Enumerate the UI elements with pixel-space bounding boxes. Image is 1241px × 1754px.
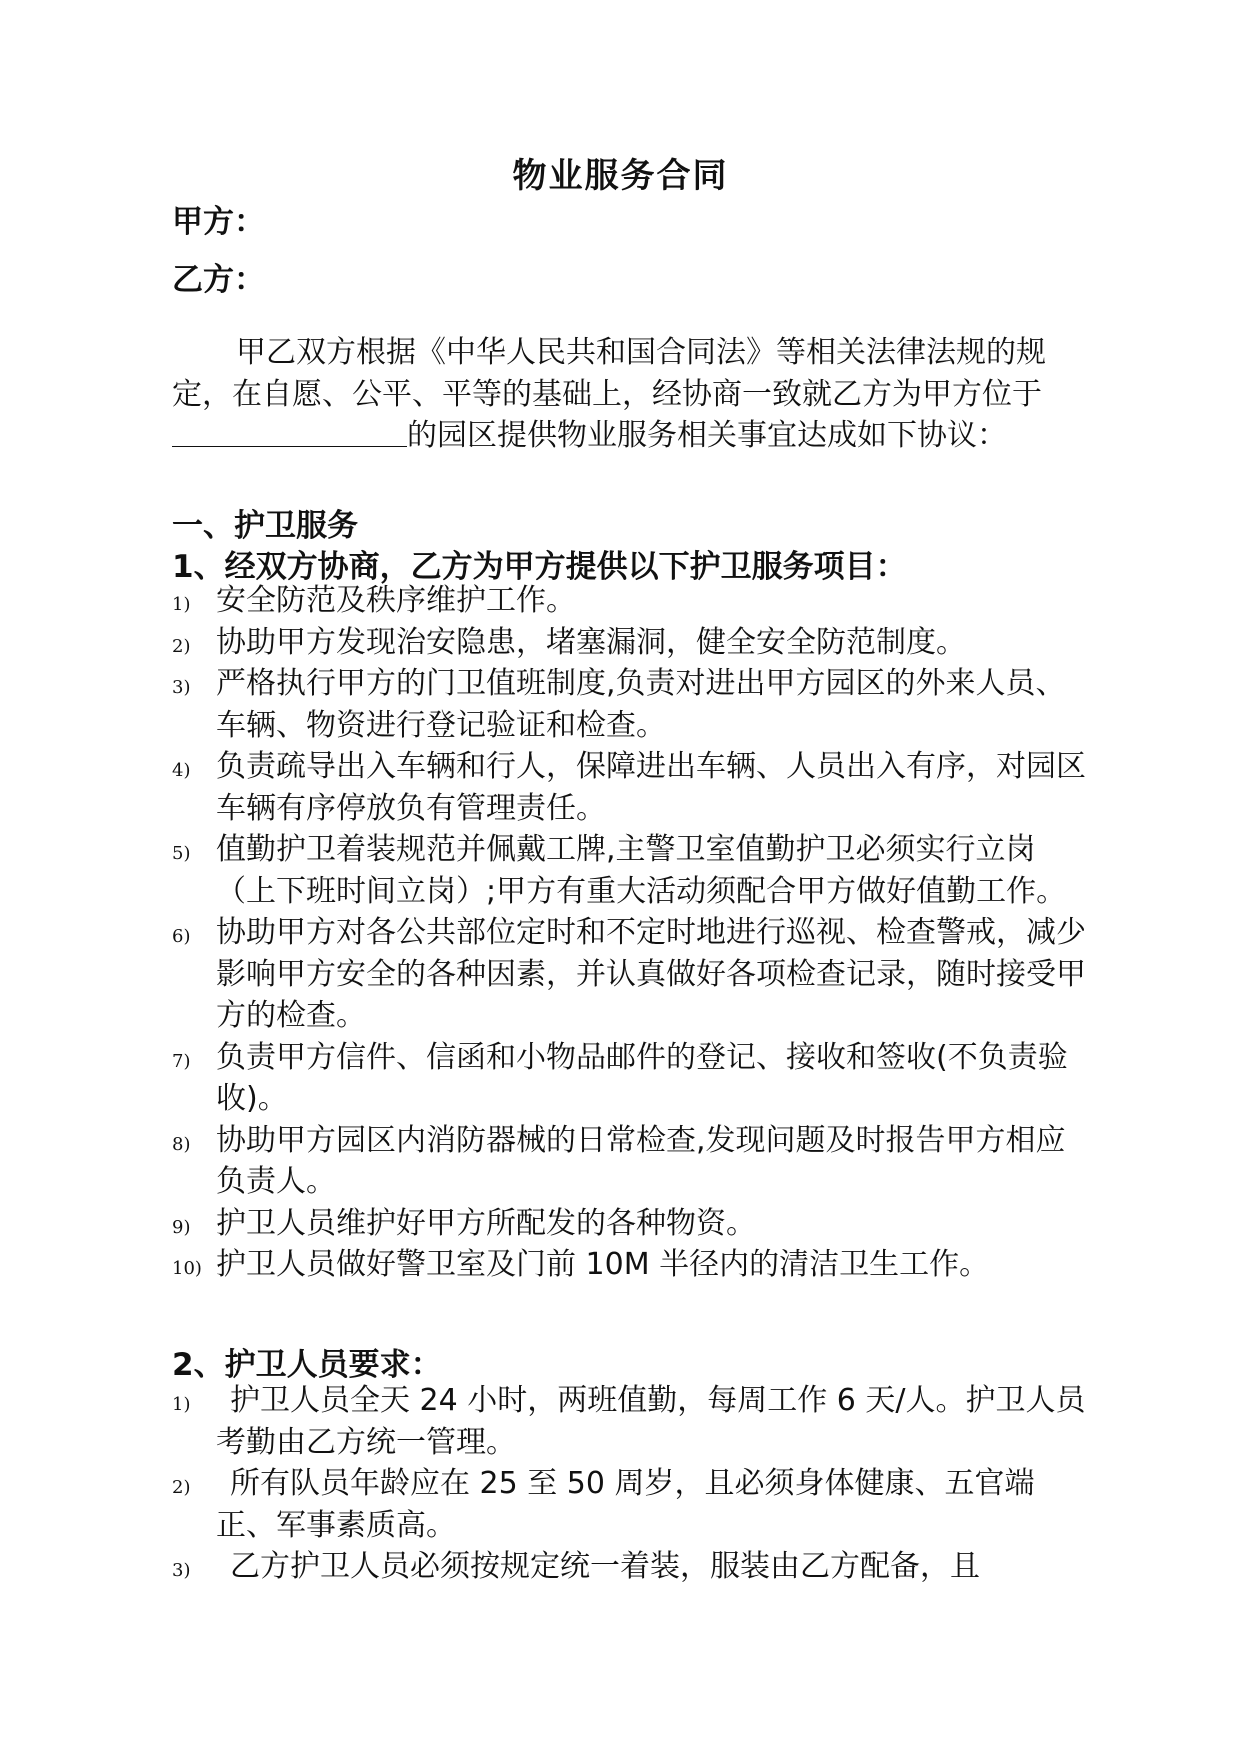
- list-item-text: 值勤护卫着装规范并佩戴工牌,主警卫室值勤护卫必须实行立岗（上下班时间立岗）;甲方有重大活动须配合甲方做好值勤工作。: [216, 832, 1067, 909]
- list-item-number: 8): [172, 1133, 191, 1155]
- list-item-number: 3): [172, 1560, 191, 1581]
- list-item-number: 9): [172, 1216, 191, 1238]
- guard-requirement-item-3: [172, 1546, 1087, 1588]
- security-service-item-2: [172, 622, 1087, 664]
- security-service-item-1: [172, 580, 1087, 622]
- section1-heading: 一、护卫服务: [172, 508, 358, 544]
- intro-text-after: 的园区提供物业服务相关事宜达成如下协议：: [407, 418, 1007, 453]
- list-item-text: 护卫人员维护好甲方所配发的各种物资。: [216, 1205, 756, 1241]
- guard-requirements-list: [172, 1380, 1087, 1588]
- list-item-number: 4): [172, 760, 191, 781]
- list-item-number: 1): [172, 1394, 191, 1415]
- list-item-number: 6): [172, 926, 191, 947]
- list-item-text: 所有队员年龄应在 25 至 50 周岁，且必须身体健康、五官端正、军事素质高。: [216, 1466, 1035, 1543]
- security-services-list: [172, 580, 1087, 1286]
- list-item-text: 护卫人员全天 24 小时，两班值勤，每周工作 6 天/人。护卫人员考勤由乙方统一管理。: [216, 1383, 1086, 1460]
- document-title: 物业服务合同: [512, 156, 729, 196]
- list-item-text: 严格执行甲方的门卫值班制度,负责对进出甲方园区的外来人员、车辆、物资进行登记验证和检查。: [216, 666, 1066, 743]
- security-service-item-6: [172, 912, 1087, 1037]
- guard-requirement-item-1: [172, 1380, 1087, 1463]
- party-a-label: 甲方：: [172, 204, 265, 240]
- intro-text-before: 甲乙双方根据《中华人民共和国合同法》等相关法律法规的规定，在自愿、公平、平等的基础上，经协商一致就乙方为甲方位于: [172, 335, 1046, 412]
- intro-paragraph: [172, 332, 1077, 457]
- list-item-number: 3): [172, 677, 191, 698]
- list-item-number: 10): [172, 1258, 202, 1279]
- security-service-item-8: [172, 1120, 1087, 1203]
- list-item-number: 2): [172, 635, 191, 657]
- list-item-text: 协助甲方发现治安隐患，堵塞漏洞，健全安全防范制度。: [216, 624, 966, 660]
- party-b-label: 乙方：: [172, 262, 265, 298]
- security-service-item-7: [172, 1037, 1087, 1120]
- security-service-item-5: [172, 829, 1087, 912]
- security-service-item-10: [172, 1244, 1087, 1286]
- section2-heading: 2、护卫人员要求：: [172, 1347, 442, 1383]
- security-service-item-4: [172, 746, 1087, 829]
- list-item-number: 7): [172, 1050, 191, 1072]
- list-item-number: 5): [172, 843, 191, 864]
- security-service-item-3: [172, 663, 1087, 746]
- section1-subheading: 1、经双方协商，乙方为甲方提供以下护卫服务项目：: [172, 549, 907, 585]
- list-item-text: 乙方护卫人员必须按规定统一着装，服装由乙方配备，且: [230, 1549, 980, 1584]
- list-item-text: 负责甲方信件、信函和小物品邮件的登记、接收和签收(不负责验收)。: [216, 1039, 1068, 1116]
- list-item-text: 护卫人员做好警卫室及门前 10M 半径内的清洁卫生工作。: [216, 1247, 990, 1282]
- list-item-text: 协助甲方对各公共部位定时和不定时地进行巡视、检查警戒，减少影响甲方安全的各种因素，并认真做好各项检查记录，随时接受甲方的检查。: [216, 915, 1086, 1033]
- list-item-number: 1): [172, 594, 191, 615]
- security-service-item-9: [172, 1203, 1087, 1245]
- location-blank-line: [172, 416, 407, 447]
- list-item-number: 2): [172, 1477, 191, 1498]
- list-item-text: 协助甲方园区内消防器械的日常检查,发现问题及时报告甲方相应负责人。: [216, 1122, 1066, 1199]
- list-item-text: 安全防范及秩序维护工作。: [216, 583, 576, 618]
- guard-requirement-item-2: [172, 1463, 1087, 1546]
- list-item-text: 负责疏导出入车辆和行人，保障进出车辆、人员出入有序，对园区车辆有序停放负有管理责任。: [216, 749, 1086, 826]
